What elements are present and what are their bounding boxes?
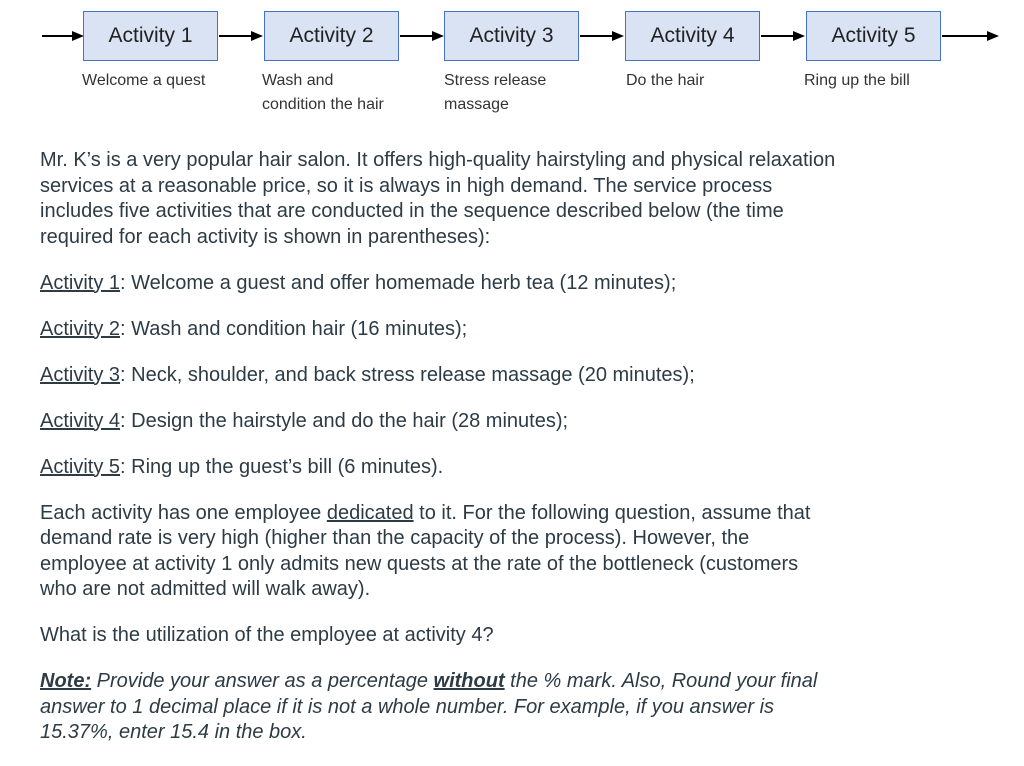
activity-caption-3 — [444, 69, 546, 117]
caption-line: massage — [444, 96, 509, 113]
arrow-icon — [219, 30, 263, 42]
assumption-text: to it. For the following question, assume that demand rate is very high (higher than the capacity of the process). However, the employee at activity 1 only admits new quests at the rate of the bottleneck (customers who are not admitted will walk away). — [40, 501, 811, 600]
activity-box-label: Activity 1 — [108, 24, 193, 47]
activity-box-label: Activity 2 — [289, 24, 374, 47]
activity-box-label: Activity 5 — [831, 24, 916, 47]
caption-line: condition the hair — [262, 96, 384, 113]
activity-box-5 — [806, 11, 941, 61]
activity-name: Activity 4 — [40, 409, 121, 432]
intro-paragraph: Mr. K’s is a very popular hair salon. It offers high-quality hairstyling and physical relaxation services at a reasonable price, so it is always in high demand. The service process includes five activities that are conducted in the sequence described below (the time required for each activity is shown in parentheses): — [40, 149, 836, 248]
arrow-icon — [580, 30, 624, 42]
activity-box-3 — [444, 11, 579, 61]
caption-line: Stress release — [444, 72, 547, 89]
activity-name: Activity 5 — [40, 455, 121, 478]
activity-caption-5 — [804, 69, 910, 93]
note-text: the % mark. Also, Round your final answer to 1 decimal place if it is not a whole number. For example, if you answer is 15.37%, enter 15.4 in the box. — [40, 670, 818, 743]
activity-line-3 — [40, 363, 840, 389]
question-text: What is the utilization of the employee at activity 4? — [40, 624, 494, 646]
note-emphasis: without — [433, 670, 505, 692]
activity-box-4 — [625, 11, 760, 61]
activity-box-label: Activity 3 — [469, 24, 554, 47]
arrow-icon — [942, 30, 999, 42]
activity-description: : Design the hairstyle and do the hair (28 minutes); — [120, 409, 569, 432]
caption-line: Ring up the bill — [804, 72, 910, 89]
activity-caption-2 — [262, 69, 384, 117]
dedicated-term: dedicated — [326, 501, 414, 524]
note-label: Note: — [40, 670, 92, 692]
arrow-icon — [400, 30, 444, 42]
caption-line: Wash and — [262, 72, 334, 89]
activity-line-2 — [40, 317, 840, 343]
note-paragraph — [40, 669, 840, 746]
activity-name: Activity 3 — [40, 363, 121, 386]
activity-line-4 — [40, 409, 840, 435]
activity-description: : Neck, shoulder, and back stress release massage (20 minutes); — [120, 363, 695, 386]
activity-line-1 — [40, 271, 840, 297]
assumption-text: Each activity has one employee — [40, 501, 327, 524]
note-text: Provide your answer as a percentage — [91, 670, 434, 692]
caption-line: Do the hair — [626, 72, 705, 89]
activity-description: : Welcome a guest and offer homemade herb tea (12 minutes); — [120, 271, 677, 294]
arrow-icon — [42, 30, 84, 42]
activity-line-5 — [40, 455, 840, 481]
activity-box-1 — [83, 11, 218, 61]
caption-line: Welcome a quest — [82, 72, 206, 89]
activity-name: Activity 2 — [40, 317, 121, 340]
activity-caption-1 — [82, 69, 205, 93]
activity-caption-4 — [626, 69, 704, 93]
activity-description: : Wash and condition hair (16 minutes); — [120, 317, 468, 340]
question-body — [40, 148, 840, 766]
activity-box-2 — [264, 11, 399, 61]
process-flow-diagram — [0, 0, 1024, 125]
activity-description: : Ring up the guest’s bill (6 minutes). — [120, 455, 444, 478]
arrow-icon — [761, 30, 805, 42]
activity-name: Activity 1 — [40, 271, 121, 294]
assumption-paragraph — [40, 501, 840, 603]
activity-box-label: Activity 4 — [650, 24, 735, 47]
